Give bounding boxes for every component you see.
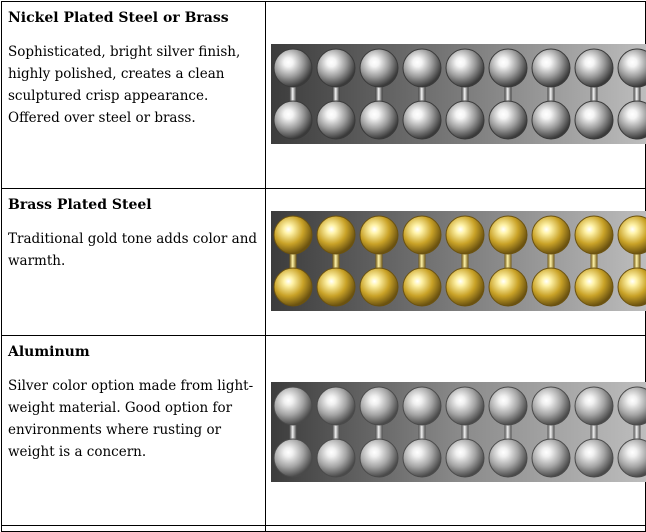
chain-bead [274,101,312,139]
chain-bead [360,439,398,477]
chain-bead [317,387,355,425]
chain-bead [317,49,355,87]
chain-bead [489,387,527,425]
nickel-plated-ball-chain-image [271,44,646,144]
chain-bead [575,268,613,306]
chain-bead [489,101,527,139]
chain-bead [532,387,570,425]
chain-bead [403,268,441,306]
chain-bead [403,101,441,139]
chain-bead [274,216,312,254]
chain-bead [317,268,355,306]
finish-description-cell [2,336,266,526]
chain-finish-table [1,1,646,532]
finish-row-nickel [2,2,646,189]
finish-image-cell [265,336,645,526]
chain-bead [360,49,398,87]
chain-bead [274,439,312,477]
chain-bead [532,439,570,477]
finish-row-aluminum [2,336,646,526]
finish-description-cell [2,189,266,336]
chain-bead [532,49,570,87]
chain-bead [274,268,312,306]
chain-bead [446,387,484,425]
chain-bead [403,387,441,425]
chain-bead [317,439,355,477]
chain-bead [489,49,527,87]
chain-bead [317,216,355,254]
chain-bead [403,216,441,254]
chain-image-wrapper [266,2,645,188]
chain-bead [489,439,527,477]
chain-bead [317,101,355,139]
chain-bead [532,101,570,139]
chain-bead [360,101,398,139]
chain-image-wrapper [266,336,645,525]
chain-bead [446,439,484,477]
brass-plated-ball-chain-image [271,211,646,311]
chain-bead [446,49,484,87]
finish-description: Sophisticated, bright silver finish, highly polished, creates a clean sculptured crisp appearance. Offered over steel or brass. [8,44,241,126]
finish-image-cell [265,2,645,189]
chain-bead [575,49,613,87]
finish-description: Silver color option made from light-weight material. Good option for environments where rusting or weight is a concern. [8,378,254,460]
chain-bead [446,101,484,139]
chain-bead [403,439,441,477]
finish-title: Aluminum [8,344,90,360]
chain-bead [575,216,613,254]
chain-bead [575,387,613,425]
chain-bead [403,49,441,87]
finish-title: Brass Plated Steel [8,197,152,213]
chain-bead [575,101,613,139]
finish-row-brass [2,189,646,336]
aluminum-ball-chain-image [271,382,646,482]
chain-bead [360,387,398,425]
chain-bead [446,268,484,306]
chain-bead [489,268,527,306]
finish-image-cell [265,189,645,336]
chain-bead [575,439,613,477]
chain-bead [274,49,312,87]
chain-bead [489,216,527,254]
finish-description: Traditional gold tone adds color and warmth. [8,231,258,269]
chain-bead [360,268,398,306]
chain-bead [360,216,398,254]
chain-image-wrapper [266,189,645,335]
finish-description-cell [2,2,266,189]
chain-bead [532,216,570,254]
finish-title: Nickel Plated Steel or Brass [8,10,229,26]
chain-bead [532,268,570,306]
chain-bead [274,387,312,425]
chain-bead [446,216,484,254]
